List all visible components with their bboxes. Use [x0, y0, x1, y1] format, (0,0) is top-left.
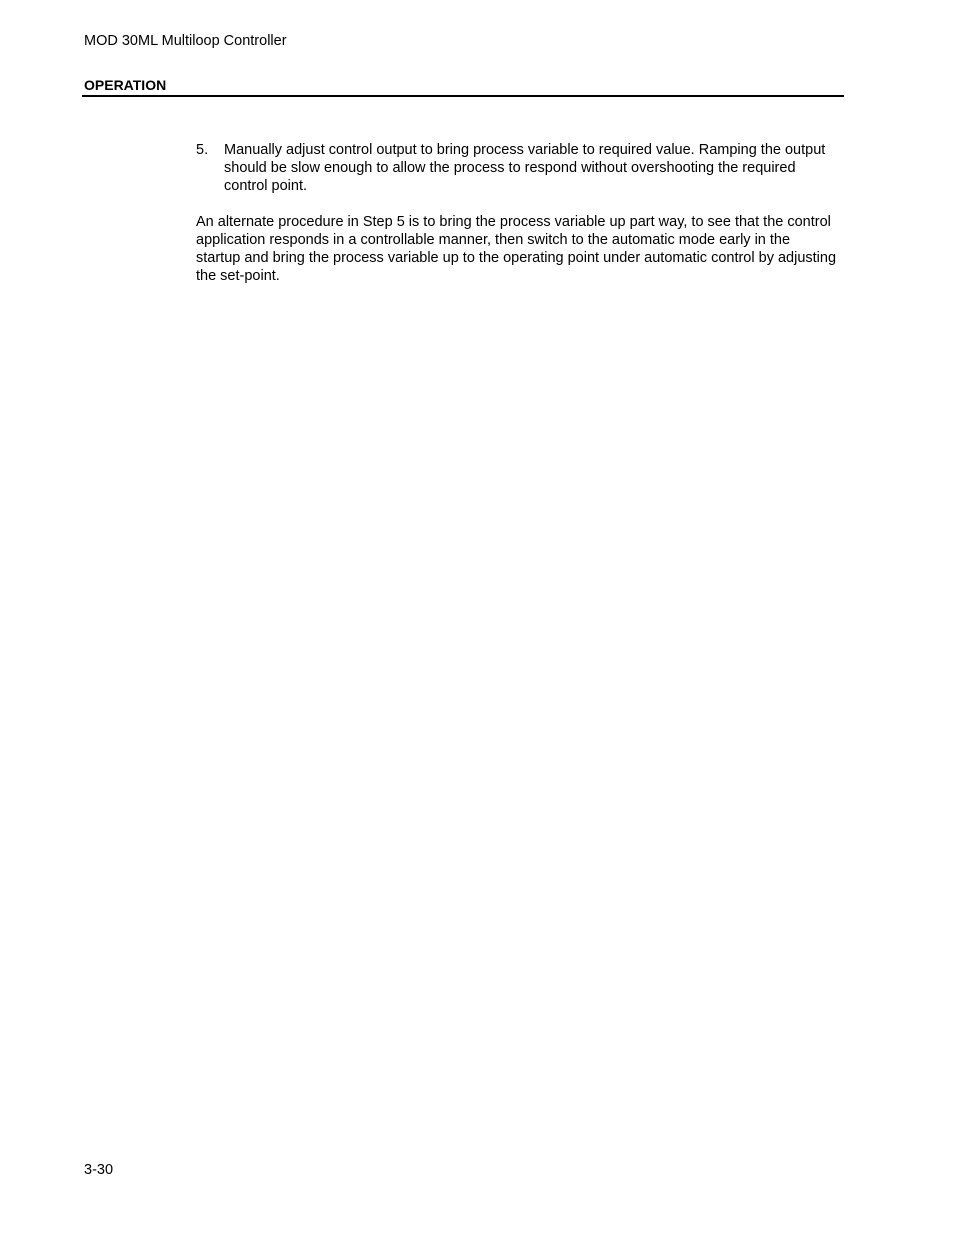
step-list-item: [196, 141, 836, 195]
step-text: Manually adjust control output to bring process variable to required value. Ramping the output should be slow enough to allow the process to respond without overshooting the required control point.: [224, 142, 826, 194]
section-header: OPERATION: [84, 77, 167, 93]
step-number: 5.: [196, 142, 209, 158]
header-divider: [82, 95, 844, 97]
document-title: MOD 30ML Multiloop Controller: [84, 33, 287, 49]
body-paragraph: An alternate procedure in Step 5 is to bring the process variable up part way, to see that the control application responds in a controllable manner, then switch to the automatic mode early in the startup and bring the process variable up to the operating point under automatic control by adjusting the set-point.: [196, 214, 837, 284]
page-number: 3-30: [84, 1162, 114, 1178]
